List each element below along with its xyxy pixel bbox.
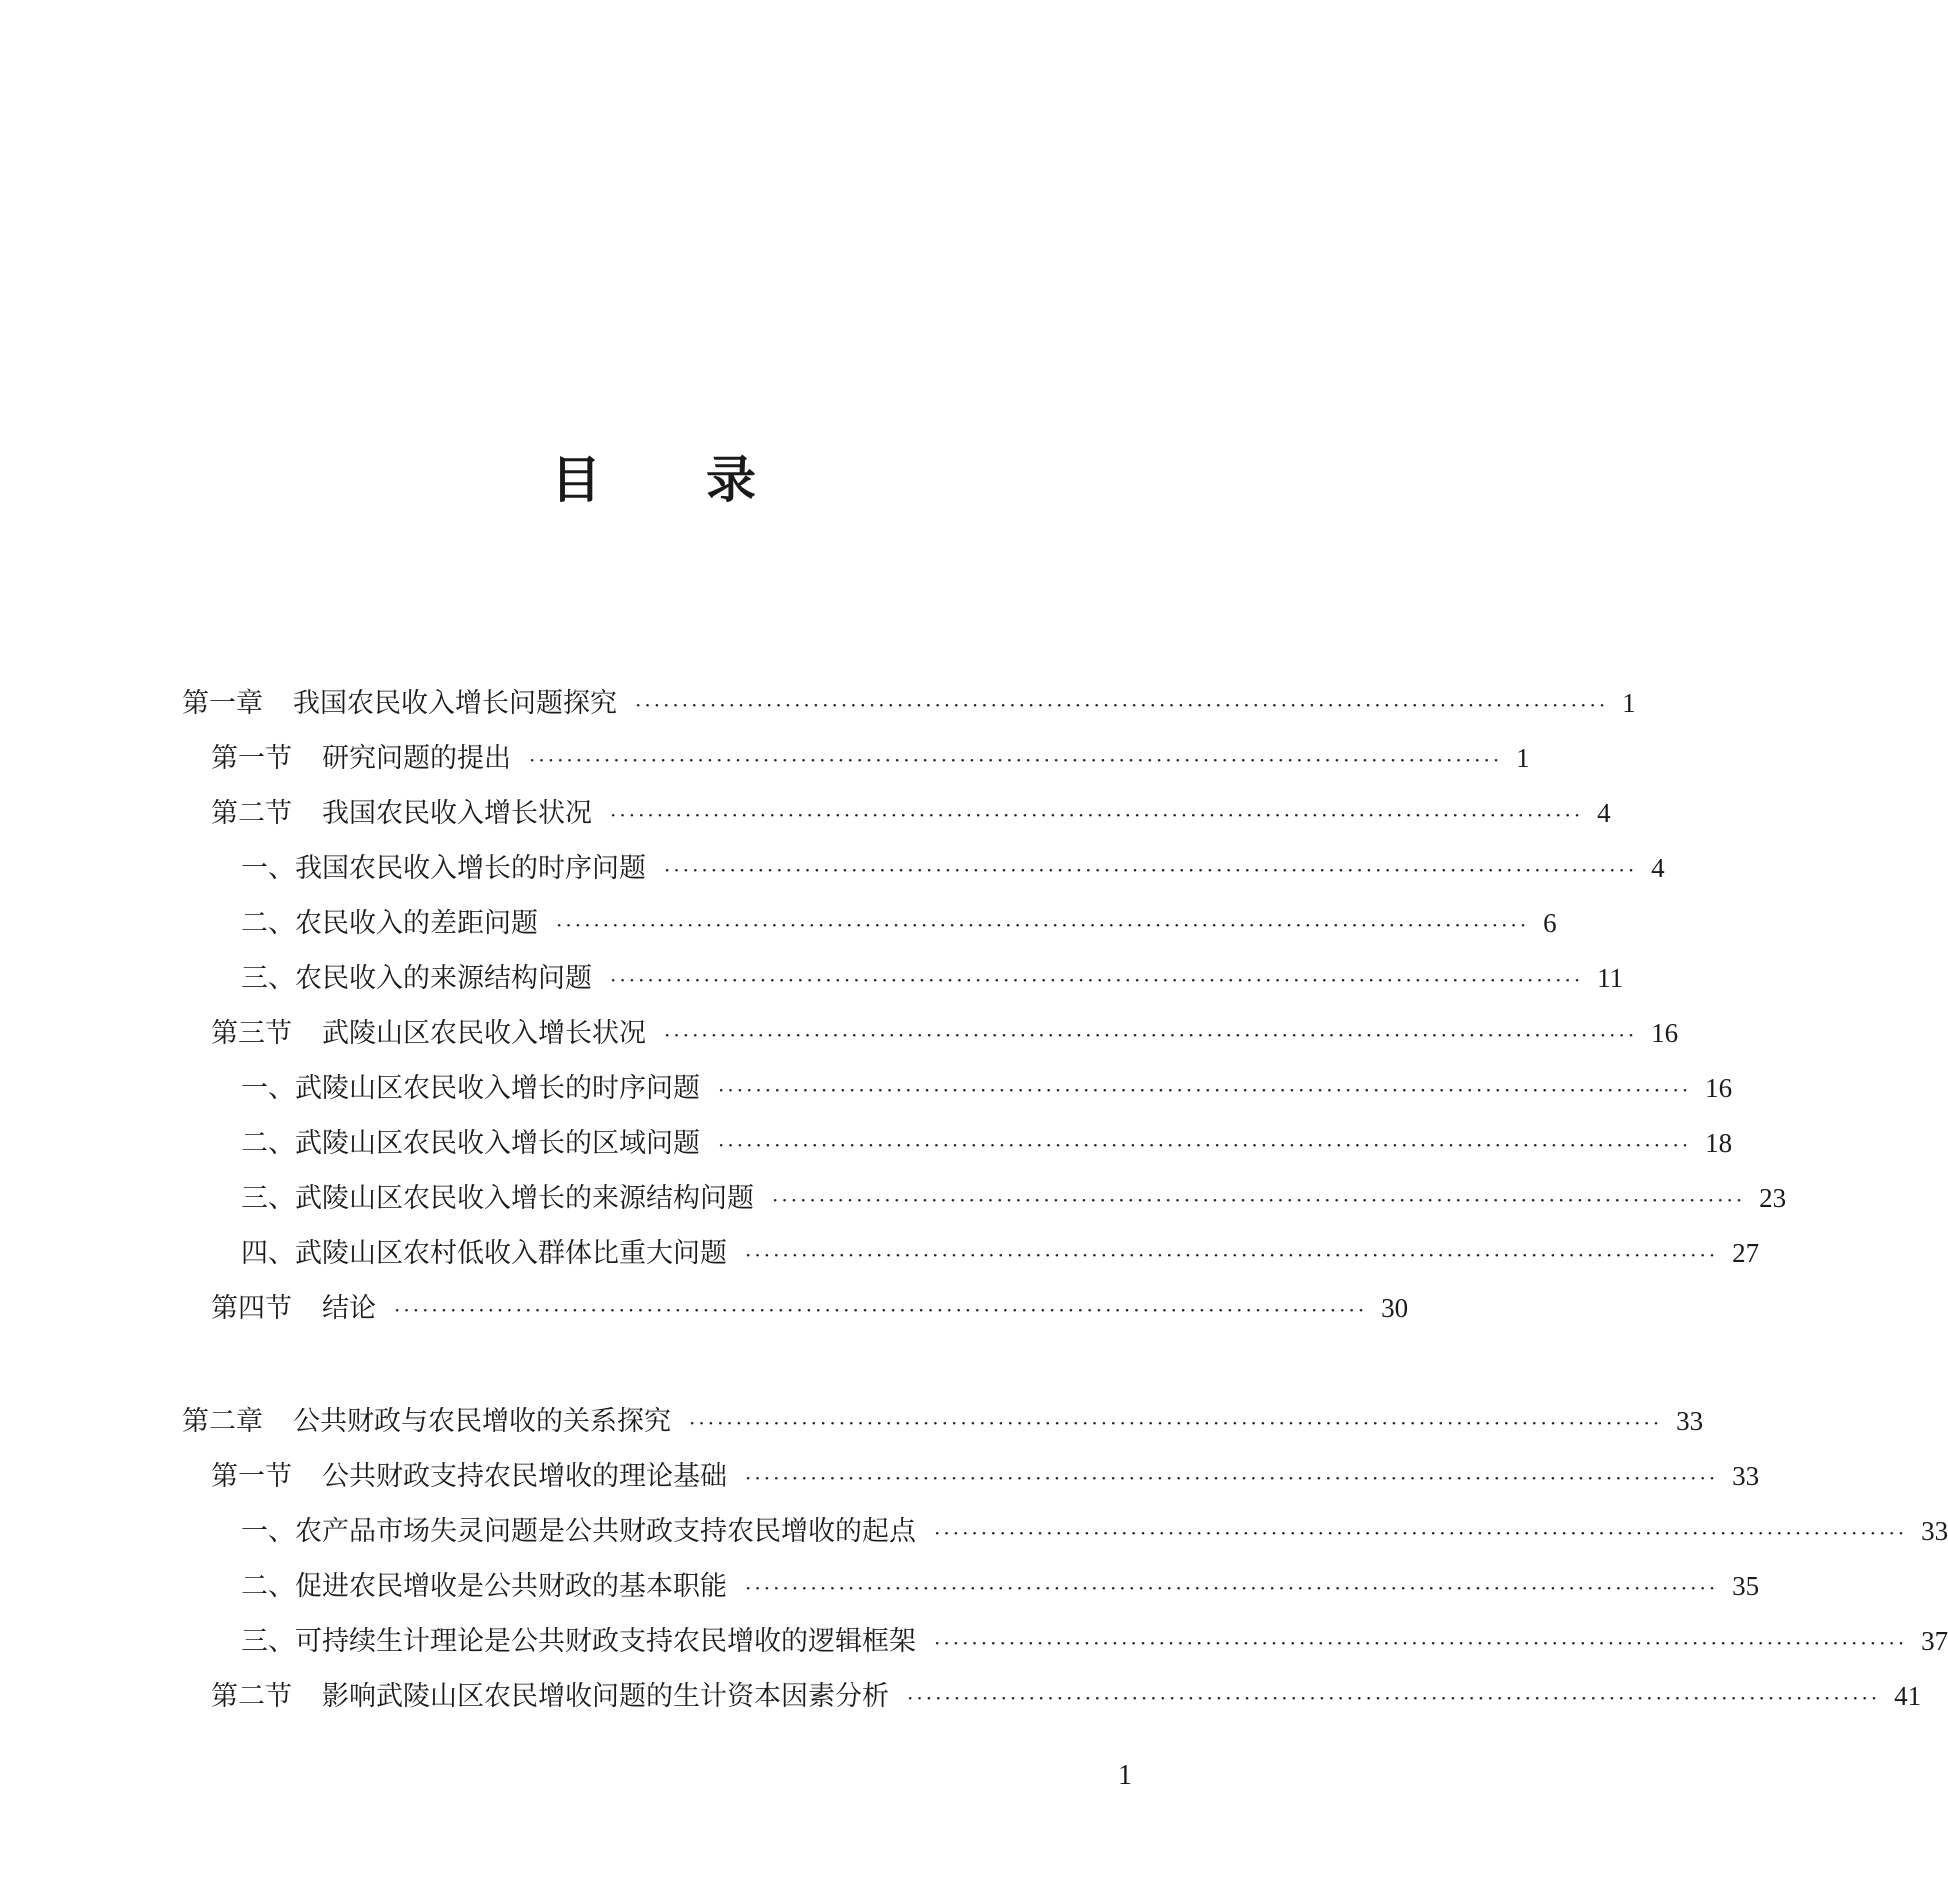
toc-entry-section: 第一节 研究问题的提出 ········································································································ 1	[211, 741, 1132, 777]
page-title	[0, 450, 1307, 509]
leader-dots: ········································································································	[664, 1023, 1638, 1047]
leader-dots: ········································································································	[635, 693, 1609, 717]
toc-page-number: 23	[1759, 1183, 1787, 1213]
toc-entry-section: 第二节 影响武陵山区农民增收问题的生计资本因素分析 ········································································································ 41	[211, 1679, 1132, 1715]
toc-entry-item: 一、农产品市场失灵问题是公共财政支持农民增收的起点 ········································································································ 33	[241, 1514, 1132, 1550]
leader-dots: ········································································································	[745, 1243, 1719, 1267]
leader-dots: ········································································································	[610, 968, 1584, 992]
toc-entry-item: 三、武陵山区农民收入增长的来源结构问题 ········································································································ 23	[241, 1181, 1132, 1217]
toc-entry-section: 第四节 结论 ········································································································ 30	[211, 1291, 1132, 1327]
toc-entry-section: 第三节 武陵山区农民收入增长状况 ········································································································ 16	[211, 1016, 1132, 1052]
toc-entry-item: 三、可持续生计理论是公共财政支持农民增收的逻辑框架 ········································································································ 37	[241, 1624, 1132, 1660]
leader-dots: ········································································································	[689, 1411, 1663, 1435]
toc-page-number: 16	[1651, 1018, 1679, 1048]
toc-page-number: 30	[1381, 1293, 1409, 1323]
toc-page-number: 4	[1651, 853, 1665, 883]
toc-entry-chapter-1	[182, 686, 1636, 722]
leader-dots: ········································································································	[934, 1631, 1908, 1655]
toc-page-number: 37	[1921, 1626, 1948, 1656]
toc-page-number: 33	[1676, 1406, 1704, 1436]
toc-entry-item: 二、武陵山区农民收入增长的区域问题 ········································································································ 18	[241, 1126, 1132, 1162]
leader-dots: ········································································································	[718, 1133, 1692, 1157]
leader-dots: ········································································································	[718, 1078, 1692, 1102]
toc-page-number: 4	[1597, 798, 1611, 828]
toc-entry-item: 二、促进农民增收是公共财政的基本职能 ········································································································ 35	[241, 1569, 1132, 1605]
toc-page-number: 1	[1622, 688, 1636, 718]
toc-page-number: 18	[1705, 1128, 1733, 1158]
leader-dots: ········································································································	[394, 1298, 1368, 1322]
toc-entry-item: 一、我国农民收入增长的时序问题 ········································································································ 4	[241, 851, 1132, 887]
toc-page-number: 33	[1732, 1461, 1760, 1491]
toc-entry-label: 第一章 我国农民收入增长问题探究	[182, 688, 617, 719]
title-char-2: 录	[706, 450, 756, 509]
toc-entry-section: 第一节 公共财政支持农民增收的理论基础 ········································································································ 33	[211, 1459, 1132, 1495]
title-char-1: 目	[551, 450, 601, 509]
toc-page-number: 27	[1732, 1238, 1760, 1268]
toc-page-number: 35	[1732, 1571, 1760, 1601]
leader-dots: ········································································································	[907, 1686, 1881, 1710]
leader-dots: ········································································································	[556, 913, 1530, 937]
leader-dots: ········································································································	[529, 748, 1503, 772]
toc-page-number: 41	[1894, 1681, 1922, 1711]
leader-dots: ········································································································	[664, 858, 1638, 882]
leader-dots: ········································································································	[934, 1521, 1908, 1545]
toc-entry-item: 一、武陵山区农民收入增长的时序问题 ········································································································ 16	[241, 1071, 1132, 1107]
toc-entry-item: 四、武陵山区农村低收入群体比重大问题 ········································································································ 27	[241, 1236, 1132, 1272]
leader-dots: ········································································································	[745, 1466, 1719, 1490]
toc-entry-chapter-2: 第二章 公共财政与农民增收的关系探究 ········································································································ 33	[182, 1404, 1132, 1440]
toc-page-number: 1	[1516, 743, 1530, 773]
toc-entry-item: 三、农民收入的来源结构问题 ········································································································ 11	[241, 961, 1132, 997]
leader-dots: ········································································································	[772, 1188, 1746, 1212]
toc-page-number: 11	[1597, 963, 1624, 993]
leader-dots: ········································································································	[745, 1576, 1719, 1600]
toc-page-number: 6	[1543, 908, 1557, 938]
leader-dots: ········································································································	[610, 803, 1584, 827]
footer-page-number: 1	[1118, 1760, 1132, 1791]
toc-page-number: 16	[1705, 1073, 1733, 1103]
toc-entry-section: 第二节 我国农民收入增长状况 ········································································································ 4	[211, 796, 1132, 832]
toc-page-number: 33	[1921, 1516, 1948, 1546]
toc-entry-item: 二、农民收入的差距问题 ········································································································ 6	[241, 906, 1132, 942]
